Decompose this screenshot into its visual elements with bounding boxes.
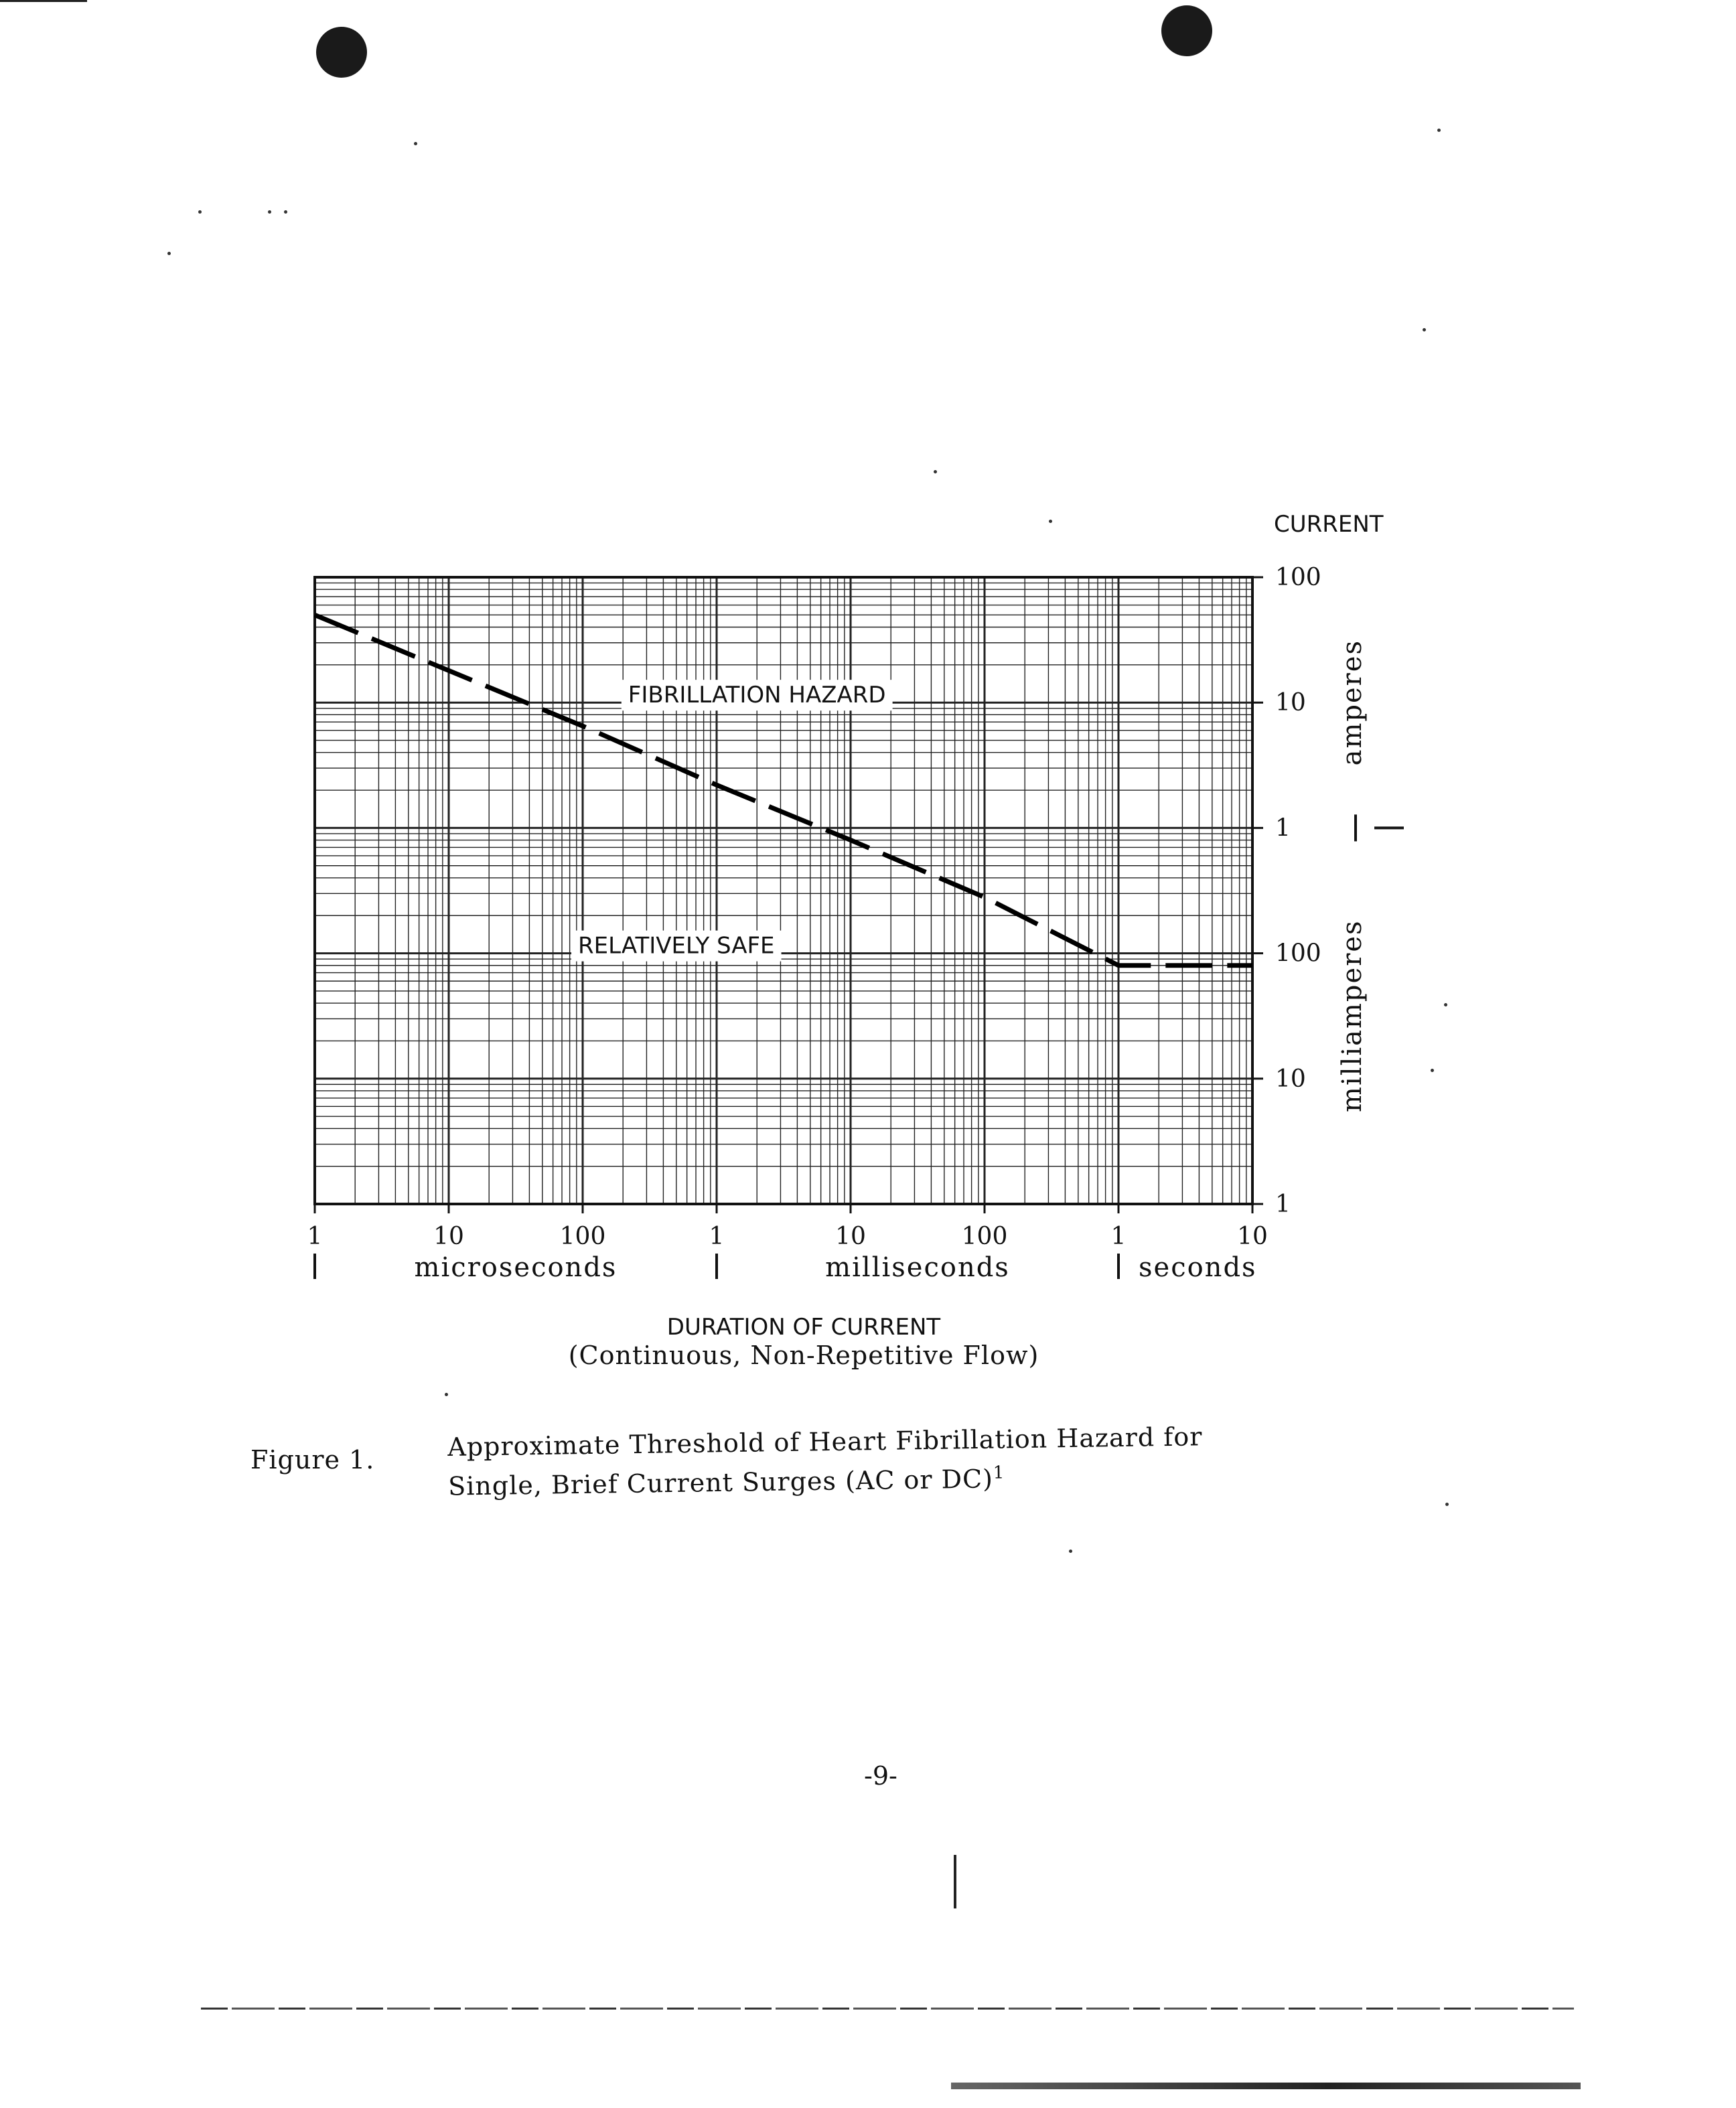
y-unit-label: milliamperes [1337, 919, 1368, 1112]
x-tick-label: 10 [1237, 1223, 1268, 1250]
y-tick-label: 10 [1275, 689, 1306, 717]
x-unit-label: milliseconds [825, 1252, 1010, 1283]
x-tick-label: 10 [835, 1223, 866, 1250]
speck [1437, 129, 1441, 132]
speck [284, 210, 287, 214]
scan-mark [954, 1855, 956, 1908]
speck [414, 142, 417, 145]
speck [167, 252, 171, 255]
unit-labels [315, 639, 1404, 1283]
x-axis-subtitle: (Continuous, Non-Repetitive Flow) [568, 1341, 1039, 1370]
x-tick-label: 10 [433, 1223, 464, 1250]
bottom-scan-rule [201, 2008, 1574, 2010]
y-axis-title: CURRENT [1274, 511, 1384, 538]
speck [1049, 520, 1052, 523]
x-tick-label: 1 [1110, 1223, 1127, 1250]
speck [1069, 1550, 1072, 1553]
x-tick-label: 100 [961, 1223, 1008, 1250]
y-tick-label: 10 [1275, 1065, 1306, 1093]
speck [268, 210, 271, 214]
y-tick-label: 100 [1275, 564, 1321, 591]
region-label-group [571, 931, 781, 962]
speck [1444, 1003, 1447, 1006]
bottom-scan-bar [951, 2083, 1581, 2089]
caption-line-1: Approximate Threshold of Heart Fibrillation Hazard for [447, 1422, 1203, 1462]
speck [1445, 1503, 1449, 1506]
figure-caption [447, 1418, 1346, 1503]
region-label: FIBRILLATION HAZARD [628, 682, 886, 709]
speck [198, 210, 202, 214]
tick-labels [307, 564, 1321, 1250]
speck [934, 470, 937, 473]
y-tick-label: 1 [1275, 1191, 1291, 1218]
x-unit-label: seconds [1139, 1252, 1257, 1283]
x-tick-label: 1 [709, 1223, 725, 1250]
region-label: RELATIVELY SAFE [578, 932, 775, 960]
speck [1423, 328, 1426, 331]
y-tick-label: 100 [1275, 939, 1321, 968]
x-unit-label: microseconds [414, 1252, 618, 1283]
page-number: -9- [864, 1761, 897, 1791]
footnote-ref: 1 [993, 1462, 1005, 1483]
x-tick-label: 1 [307, 1223, 323, 1250]
y-tick-label: 1 [1275, 814, 1291, 842]
caption-line-2-text: Single, Brief Current Surges (AC or DC) [447, 1464, 994, 1501]
x-tick-label: 100 [559, 1223, 606, 1250]
x-axis-title: DURATION OF CURRENT [666, 1314, 941, 1341]
region-label-group [622, 680, 893, 710]
speck [445, 1393, 448, 1396]
speck [1431, 1069, 1434, 1072]
figure-label: Figure 1. [250, 1445, 375, 1475]
y-unit-label: amperes [1337, 639, 1368, 766]
